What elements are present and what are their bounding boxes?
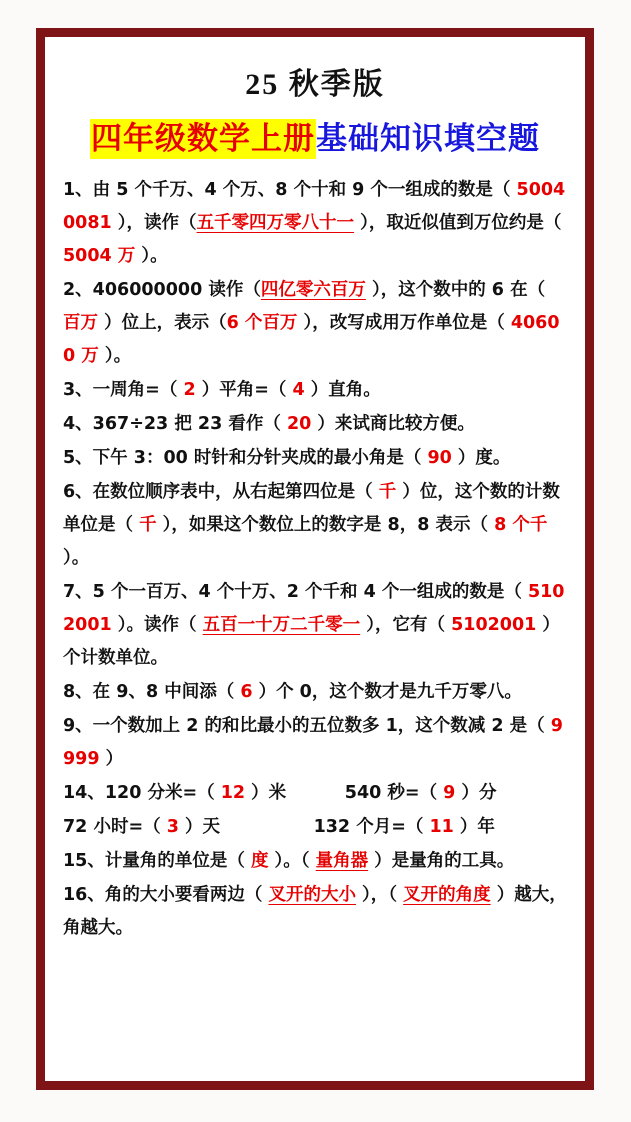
question-text: 540 秒=（ bbox=[286, 783, 444, 803]
answer-text: 四亿零六百万 bbox=[260, 280, 366, 300]
question-text: 8、在 9、8 中间添（ bbox=[63, 682, 241, 702]
subtitle-blue-text: 基础知识填空题 bbox=[316, 121, 540, 157]
question-text: ）个 0，这个数才是九千万零八。 bbox=[252, 682, 522, 702]
answer-text: 11 bbox=[429, 817, 454, 837]
question-text: 16、角的大小要看两边（ bbox=[63, 885, 269, 905]
question-paragraph bbox=[63, 408, 567, 441]
question-text: 6、在数位顺序表中，从右起第四位是（ bbox=[63, 482, 379, 502]
question-text: ）是量角的工具。 bbox=[368, 851, 515, 871]
question-text: ）。读作（ bbox=[111, 615, 203, 635]
question-text: ），这个数中的 6 在（ bbox=[365, 280, 552, 300]
answer-text: 5102001 bbox=[451, 615, 537, 635]
question-text: 5、下午 3：00 时针和分针夹成的最小角是（ bbox=[63, 448, 428, 468]
question-text: 9、一个数加上 2 的和比最小的五位数多 1，这个数减 2 是（ bbox=[63, 716, 551, 736]
answer-text: 五千零四万零八十一 bbox=[196, 213, 355, 233]
question-text: ）来试商比较方便。 bbox=[311, 414, 475, 434]
question-paragraph bbox=[63, 442, 567, 475]
question-text: ）分 bbox=[455, 783, 497, 803]
question-text: 7、5 个一百万、4 个十万、2 个千和 4 个一组成的数是（ bbox=[63, 582, 528, 602]
answer-text: 4 bbox=[292, 380, 305, 400]
page-title: 25 秋季版 bbox=[245, 68, 385, 101]
question-text: ），改写成用万作单位是（ bbox=[297, 313, 511, 333]
question-text: ），读作（ bbox=[111, 213, 197, 233]
question-paragraph bbox=[63, 476, 567, 575]
question-paragraph bbox=[63, 174, 567, 273]
answer-text: 3 bbox=[166, 817, 179, 837]
answer-text: 8 个千 bbox=[494, 515, 548, 535]
question-paragraph bbox=[63, 777, 567, 810]
question-text: 3、一周角=（ bbox=[63, 380, 184, 400]
question-text: 132 个月=（ bbox=[219, 817, 430, 837]
question-text: 1、由 5 个千万、4 个万、8 个十和 9 个一组成的数是（ bbox=[63, 180, 517, 200]
answer-text: 2 bbox=[183, 380, 196, 400]
question-text: ），（ bbox=[355, 885, 404, 905]
answer-text: 叉开的大小 bbox=[268, 885, 356, 905]
answer-text: 90 bbox=[427, 448, 452, 468]
question-text: ），取近似值到万位约是（ bbox=[354, 213, 568, 233]
question-text: ）位上，表示（ bbox=[98, 313, 227, 333]
question-text: 15、计量角的单位是（ bbox=[63, 851, 251, 871]
question-paragraph bbox=[63, 676, 567, 709]
answer-text: 量角器 bbox=[315, 851, 369, 871]
question-text: 72 小时=（ bbox=[63, 817, 167, 837]
question-text: 4、367÷23 把 23 看作（ bbox=[63, 414, 287, 434]
question-text: ）。 bbox=[135, 246, 168, 266]
question-text: 2、406000000 读作（ bbox=[63, 280, 261, 300]
question-paragraph bbox=[63, 576, 567, 675]
question-text: ）米 bbox=[245, 783, 287, 803]
questions-list bbox=[63, 174, 567, 945]
question-text: ）直角。 bbox=[304, 380, 381, 400]
question-paragraph bbox=[63, 845, 567, 878]
subtitle-highlighted-text: 四年级数学上册 bbox=[91, 121, 315, 157]
answer-text: 12 bbox=[220, 783, 246, 803]
question-text: 14、120 分米=（ bbox=[63, 783, 221, 803]
answer-text: 9 bbox=[443, 783, 456, 803]
question-paragraph bbox=[63, 710, 567, 776]
answer-text: 6 个百万 bbox=[226, 313, 298, 333]
question-text: ）个计数单位。 bbox=[63, 615, 560, 668]
answer-text: 千 bbox=[378, 482, 397, 502]
question-text: ）。（ bbox=[268, 851, 316, 871]
question-text: ） bbox=[99, 749, 124, 769]
answer-text: 叉开的角度 bbox=[403, 885, 491, 905]
page-frame bbox=[36, 28, 594, 1090]
answer-text: 度 bbox=[250, 851, 269, 871]
question-text: ）位，这个数的计数单位是（ bbox=[63, 482, 560, 535]
answer-text: 6 bbox=[240, 682, 253, 702]
question-text: ）。 bbox=[98, 346, 132, 366]
answer-text: 20 bbox=[286, 414, 312, 434]
answer-text: 百万 bbox=[63, 313, 98, 333]
answer-text: 9999 bbox=[63, 716, 563, 769]
answer-text: 50040081 bbox=[63, 180, 566, 233]
answer-text: 5004 万 bbox=[63, 246, 136, 266]
question-text: ）天 bbox=[178, 817, 220, 837]
question-text: ），如果这个数位上的数字是 8，8 表示（ bbox=[156, 515, 495, 535]
question-text: ）年 bbox=[453, 817, 495, 837]
answer-text: 5102001 bbox=[63, 582, 565, 635]
answer-text: 千 bbox=[139, 515, 157, 535]
question-text: ）平角=（ bbox=[195, 380, 293, 400]
question-text: ）越大，角越大。 bbox=[63, 885, 567, 938]
answer-text: 五百一十万二千零一 bbox=[202, 615, 361, 635]
question-paragraph bbox=[63, 811, 567, 844]
page-subtitle bbox=[63, 113, 567, 158]
question-text: ），它有（ bbox=[360, 615, 452, 635]
question-paragraph bbox=[63, 374, 567, 407]
question-paragraph bbox=[63, 274, 567, 373]
question-paragraph bbox=[63, 879, 567, 945]
question-text: ）度。 bbox=[451, 448, 511, 468]
question-text: ）。 bbox=[63, 515, 554, 568]
answer-text: 40600 万 bbox=[63, 313, 560, 366]
